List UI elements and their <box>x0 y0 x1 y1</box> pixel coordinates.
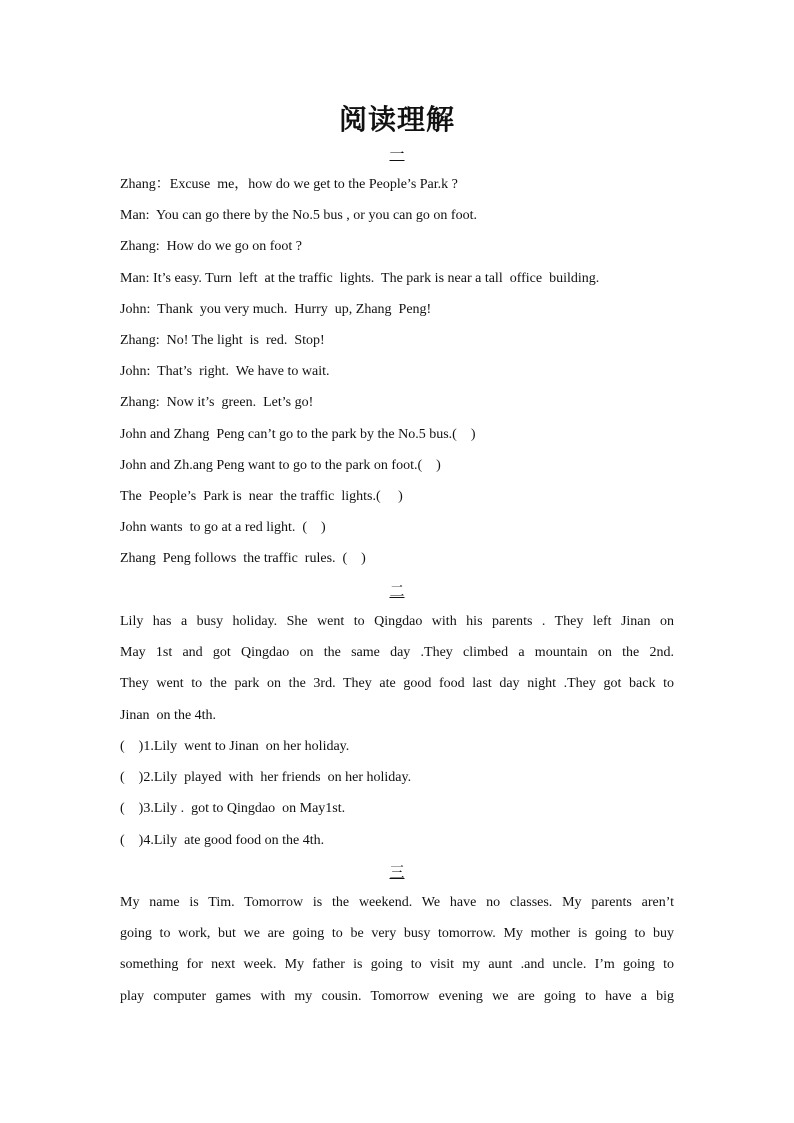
section-3-marker: 三 <box>389 863 405 881</box>
paragraph-line: May 1st and got Qingdao on the same day .They climbed a mountain on the 2nd. <box>120 645 674 661</box>
paragraph-line: They went to the park on the 3rd. They ate good food last day night .They got back to <box>120 676 674 692</box>
dialogue-line: The People’s Park is near the traffic lights.( ) <box>120 489 403 504</box>
question-item: ( )1.Lily went to Jinan on her holiday. <box>120 739 350 754</box>
dialogue-line: John and Zh.ang Peng want to go to the park on foot.( ) <box>120 457 441 473</box>
dialogue-line: John: Thank you very much. Hurry up, Zhang Peng! <box>120 301 432 317</box>
question-item: ( )2.Lily played with her friends on her holiday. <box>120 770 412 786</box>
dialogue-line: Zhang: How do we go on foot ? <box>120 239 302 255</box>
dialogue-line: Zhang: No! The light is red. Stop! <box>120 333 325 348</box>
section-1-marker: 一 <box>389 145 405 163</box>
paragraph-line: going to work, but we are going to be very busy tomorrow. My mother is going to buy <box>120 926 674 942</box>
paragraph-line: Lily has a busy holiday. She went to Qingdao with his parents . They left Jinan on <box>120 614 674 629</box>
dialogue-line: John and Zhang Peng can’t go to the park by the No.5 bus.( ) <box>120 426 476 442</box>
dialogue-line: Zhang：Excuse me，how do we get to the People’s Par.k ? <box>120 177 458 192</box>
question-item: ( )4.Lily ate good food on the 4th. <box>120 832 325 848</box>
paragraph-line: something for next week. My father is going to visit my aunt .and uncle. I’m going to <box>120 957 674 973</box>
dialogue-line: John wants to go at a red light. ( ) <box>120 520 326 536</box>
page-title: 阅读理解 <box>338 103 455 136</box>
dialogue-line: John: That’s right. We have to wait. <box>120 364 330 380</box>
paragraph-line: play computer games with my cousin. Tomorrow evening we are going to have a big <box>120 988 674 1004</box>
paragraph-line: Jinan on the 4th. <box>120 707 217 723</box>
question-item: ( )3.Lily . got to Qingdao on May1st. <box>120 801 346 817</box>
dialogue-line: Man: You can go there by the No.5 bus , or you can go on foot. <box>120 208 477 224</box>
dialogue-line: Zhang Peng follows the traffic rules. ( ) <box>120 551 366 567</box>
section-2-marker: 二 <box>389 582 405 600</box>
dialogue-line: Man: It’s easy. Turn left at the traffic lights. The park is near a tall office building. <box>120 270 600 286</box>
dialogue-line: Zhang: Now it’s green. Let’s go! <box>120 395 314 411</box>
paragraph-line: My name is Tim. Tomorrow is the weekend. We have no classes. My parents aren’t <box>120 895 674 910</box>
